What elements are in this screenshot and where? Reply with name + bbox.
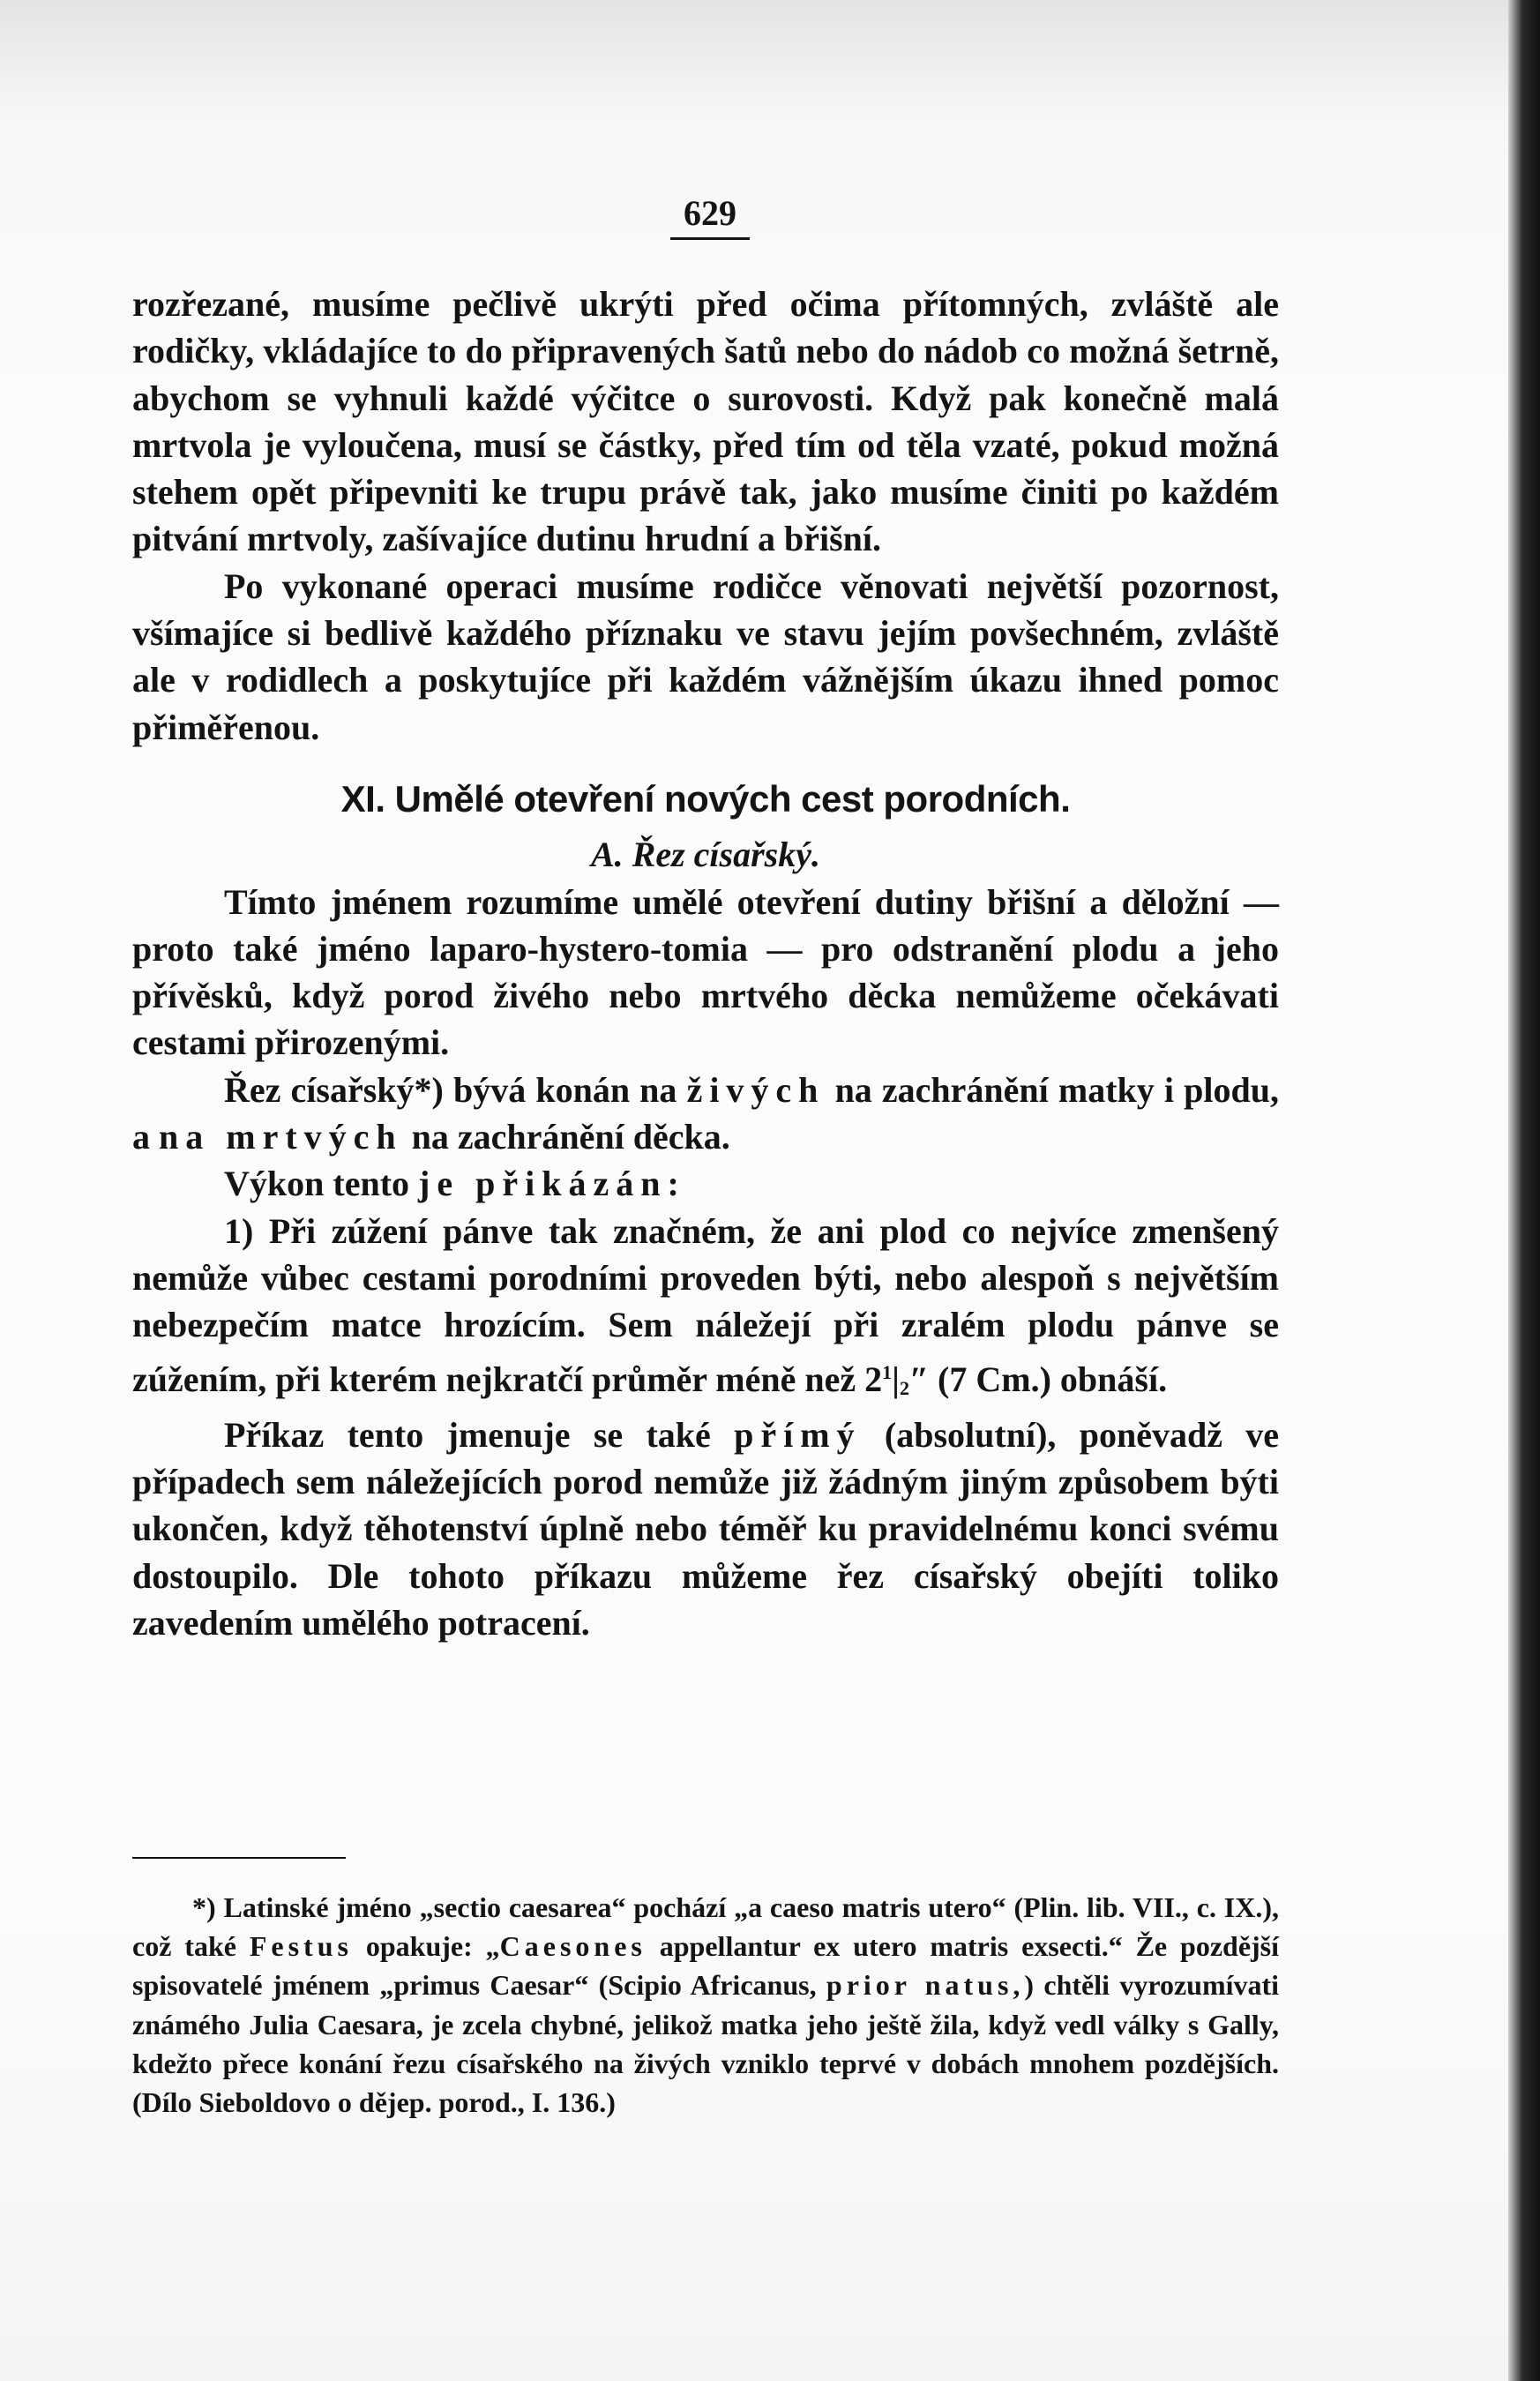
fraction-denominator: 2	[899, 1376, 909, 1399]
section-heading: XI. Umělé otevření nových cest porodních.	[340, 777, 1071, 820]
footnote-text-e: appellantur ex utero matris exsecti.“ Že pozdější spisovatelé jménem „primus Caesar“ (Scipio Africanus,	[132, 1930, 1280, 2002]
p6-text-b: ″ (7 Cm.) obnáší.	[908, 1359, 1168, 1399]
p4-emphasis-living: živých	[686, 1069, 826, 1110]
paragraph-7	[132, 1411, 1279, 1646]
p6-text-a: 1) Při zúžení pánve tak značném, že ani plod co nejvíce zmenšený nemůže vůbec cestami porodními proveden býti, nebo alespoň s největším nebezpečím matce hrozícím. Sem náležejí při zralém plodu pánve se zúžením, při kterém nejkratčí průměr méně než 2	[132, 1210, 1279, 1399]
paragraph-4	[132, 1067, 1279, 1161]
p4-emphasis-dead: na mrtvých	[159, 1117, 403, 1157]
body-text	[132, 281, 1279, 1646]
fraction-numerator: 1	[882, 1360, 893, 1383]
paragraph-6: 1) Při zúžení pánve tak značném, že ani plod co nejvíce zmenšený nemůže vůbec cestami porodními proveden býti, nebo alespoň s největším nebezpečím matce hrozícím. Sem náležejí při zralém plodu pánve se zúžením, při kterém nejkratčí průměr méně než $2^1|_2''$ (7 Cm.) obnáší.	[132, 1210, 1279, 1399]
p7-text-a: Příkaz tento jmenuje se také	[224, 1414, 711, 1455]
footnote-text-g: ) chtěli vyrozumívati známého Julia Caesara, je zcela chybné, jelikož matka jeho ještě žila, když vedl války s Gally, kdežto přece konání řezu císařského na živých vzniklo teprvé v dobách mnohem pozdějších. (Dílo Sieboldovo o dějep. porod., I. 136.)	[132, 1969, 1280, 2119]
page-number: 629	[670, 192, 750, 240]
footnote	[132, 1888, 1279, 2122]
p7-emphasis-direct: přímý	[734, 1414, 862, 1455]
footnote-paragraph	[132, 1888, 1279, 2122]
book-page	[132, 0, 1279, 2381]
paragraph-1: rozřezané, musíme pečlivě ukrýti před očima přítomných, zvláště ale rodičky, vkládajíce to do připravených šatů nebo do nádob co možná šetrně, abychom se vyhnuli každé výčitce o surovosti. Když pak konečně malá mrtvola je vyloučena, musí se částky, před tím od těla vzaté, pokud možná stehem opět připevniti ke trupu právě tak, jako musíme činiti po každém pitvání mrtvoly, zašívajíce dutinu hrudní a břišní.	[132, 284, 1279, 559]
p4-text-a: Řez císařský*) bývá konán na	[224, 1069, 677, 1110]
paragraph-2: Po vykonané operaci musíme rodičce věnovati největší pozornost, všímajíce si bedlivě každého příznaku ve stavu jejím povšechném, zvláště ale v rodidlech a poskytujíce při každém vážnějším úkazu ihned pomoc přiměřenou.	[132, 565, 1279, 747]
footnote-festus: Festus	[249, 1930, 353, 1963]
p5-emphasis: je přikázán:	[418, 1164, 686, 1204]
scan-binding-edge	[1508, 0, 1540, 2381]
paragraph-3: Tímto jménem rozumíme umělé otevření dutiny břišní a děložní — proto také jméno laparo-hystero-tomia — pro odstranění plodu a jeho přívěsků, když porod živého nebo mrtvého děcka nemůžeme očekávati cestami přirozenými.	[132, 881, 1279, 1063]
p7-text-c: (absolutní), poněvadž ve případech sem náležejících porod nemůže již žádným jiným způsobem býti ukončen, když těhotenství úplně nebo téměř ku pravidelnému konci svému dostoupilo. Dle tohoto příkazu můžeme řez císařský obejíti toliko zavedením umělého potracení.	[132, 1414, 1280, 1643]
p5-text-a: Výkon tento	[224, 1164, 410, 1204]
footnote-prior-natus: prior natus,	[826, 1969, 1025, 2002]
p4-text-e: na zachránění děcka.	[411, 1117, 730, 1157]
footnote-divider	[132, 1857, 346, 1859]
section-subheading: A. Řez císařský.	[591, 835, 820, 875]
footnote-text-a: *) Latinské jméno „sectio caesarea“ pochází „a caeso matris utero“ (Plin. lib. VII., c. IX.), což také	[132, 1891, 1279, 1963]
p4-text-c: na zachránění matky i plodu, a	[132, 1069, 1280, 1157]
footnote-caesones: Caesones	[499, 1930, 647, 1963]
paragraph-5	[132, 1160, 1279, 1207]
footnote-text-c: opakuje: „	[365, 1930, 500, 1963]
